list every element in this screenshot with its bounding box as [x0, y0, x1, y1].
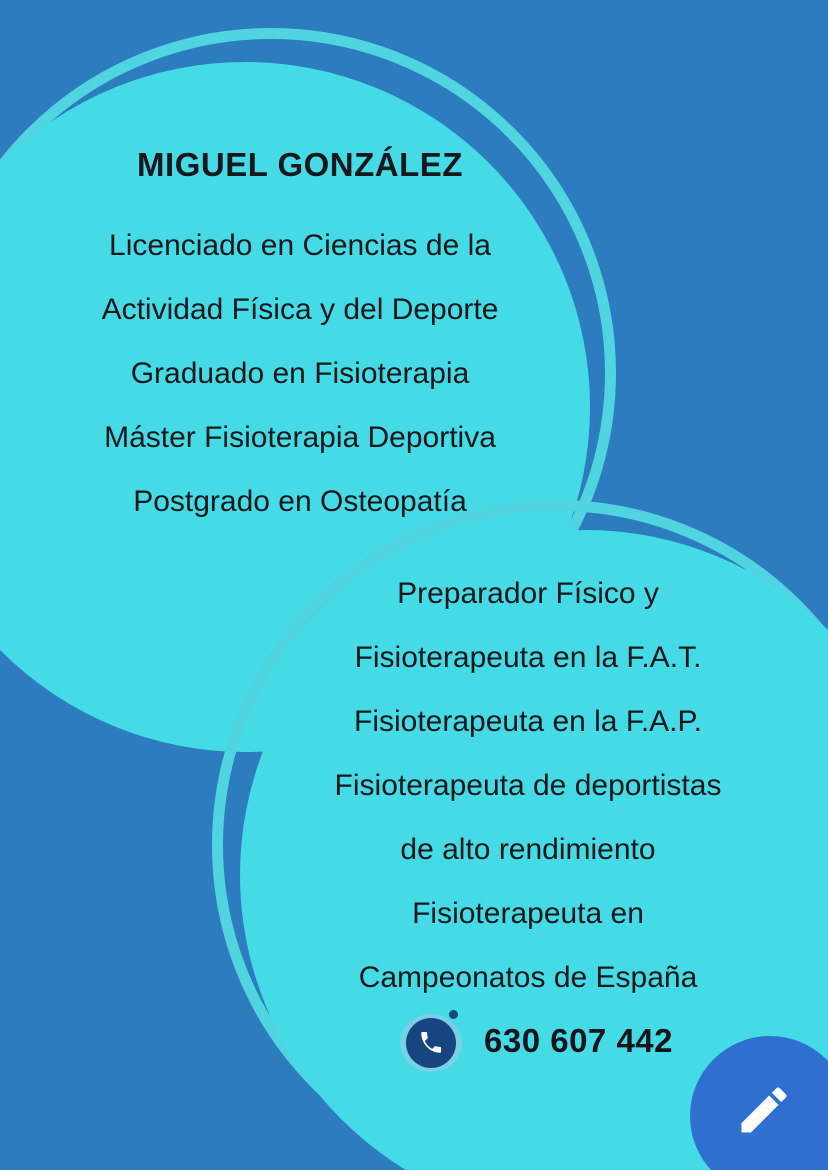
pencil-icon — [734, 1080, 794, 1140]
credential-line: Postgrado en Osteopatía — [133, 485, 467, 518]
phone-number[interactable]: 630 607 442 — [484, 1022, 674, 1059]
role-line: Fisioterapeuta en la F.A.T. — [354, 641, 702, 674]
role-line: Fisioterapeuta en la F.A.P. — [354, 705, 702, 738]
role-line: Campeonatos de España — [358, 961, 698, 994]
role-line: de alto rendimiento — [400, 833, 656, 866]
contact-row — [400, 1010, 760, 1072]
role-line: Fisioterapeuta de deportistas — [334, 769, 722, 802]
credential-line: Graduado en Fisioterapia — [130, 357, 470, 390]
credential-line: Actividad Física y del Deporte — [101, 293, 499, 326]
person-name: MIGUEL GONZÁLEZ — [137, 146, 463, 183]
role-line: Fisioterapeuta en — [412, 897, 644, 930]
credentials-bottom-block — [228, 562, 828, 1010]
credentials-top-block — [0, 146, 600, 534]
credential-line: Máster Fisioterapia Deportiva — [104, 421, 496, 454]
role-line: Preparador Físico y — [397, 577, 659, 610]
phone-icon — [400, 1010, 462, 1072]
credential-line: Licenciado en Ciencias de la — [109, 229, 491, 262]
